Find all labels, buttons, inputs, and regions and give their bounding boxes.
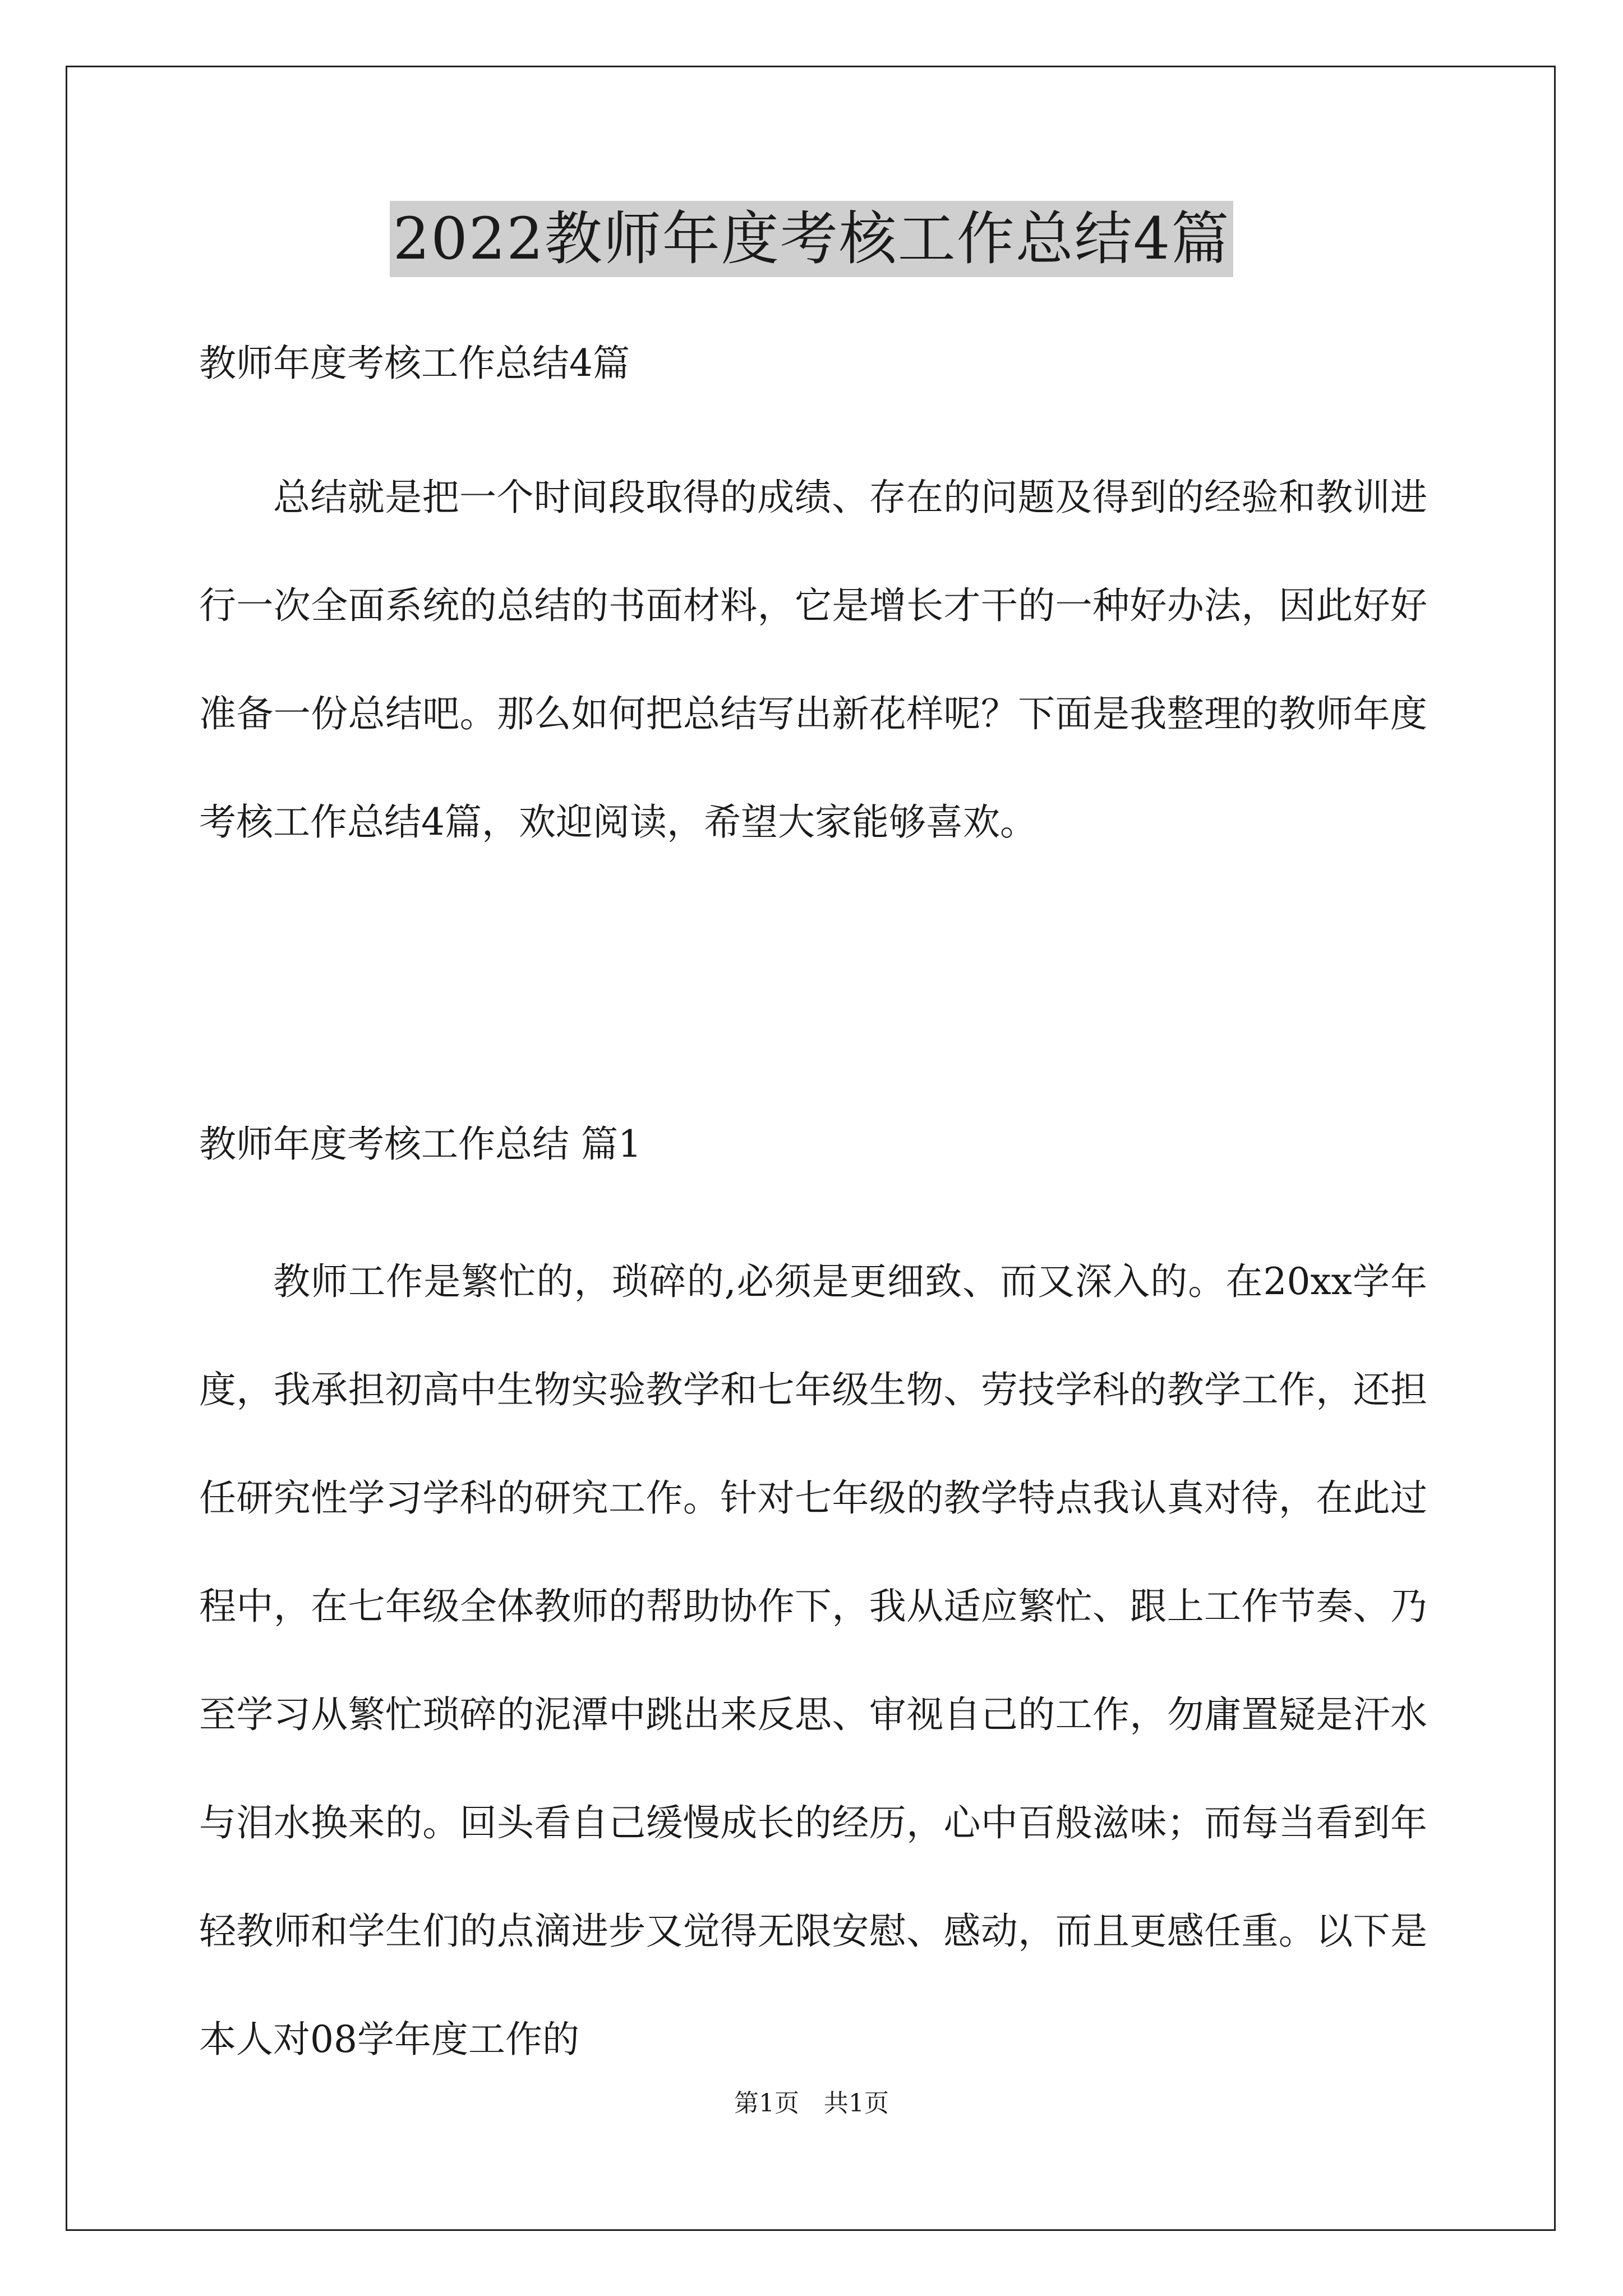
title-container — [0, 201, 1623, 277]
section-paragraph: 教师工作是繁忙的，琐碎的,必须是更细致、而又深入的。在20xx学年度，我承担初高中生物实验教学和七年级生物、劳技学科的教学工作，还担任研究性学习学科的研究工作。针对七年级的教学特点我认真对待，在此过程中，在七年级全体教师的帮助协作下，我从适应繁忙、跟上工作节奏、乃至学习从繁忙琐碎的泥潭中跳出来反思、审视自己的工作，勿庸置疑是汗水与泪水换来的。回头看自己缓慢成长的经历，心中百般滋味；而每当看到年轻教师和学生们的点滴进步又觉得无限安慰、感动，而且更感任重。以下是本人对08学年度工作的 — [199, 1260, 1427, 2061]
section-body — [199, 1227, 1427, 2093]
page-footer — [0, 2087, 1623, 2120]
page-number: 第1页 共1页 — [734, 2089, 889, 2118]
section-heading: 教师年度考核工作总结 篇1 — [199, 1122, 642, 1166]
document-subtitle: 教师年度考核工作总结4篇 — [199, 342, 630, 385]
document-title: 2022教师年度考核工作总结4篇 — [390, 201, 1234, 277]
intro-section — [199, 443, 1427, 876]
intro-paragraph: 总结就是把一个时间段取得的成绩、存在的问题及得到的经验和教训进行一次全面系统的总结的书面材料，它是增长才干的一种好办法，因此好好准备一份总结吧。那么如何把总结写出新花样呢？下面是我整理的教师年度考核工作总结4篇，欢迎阅读，希望大家能够喜欢。 — [199, 476, 1427, 844]
